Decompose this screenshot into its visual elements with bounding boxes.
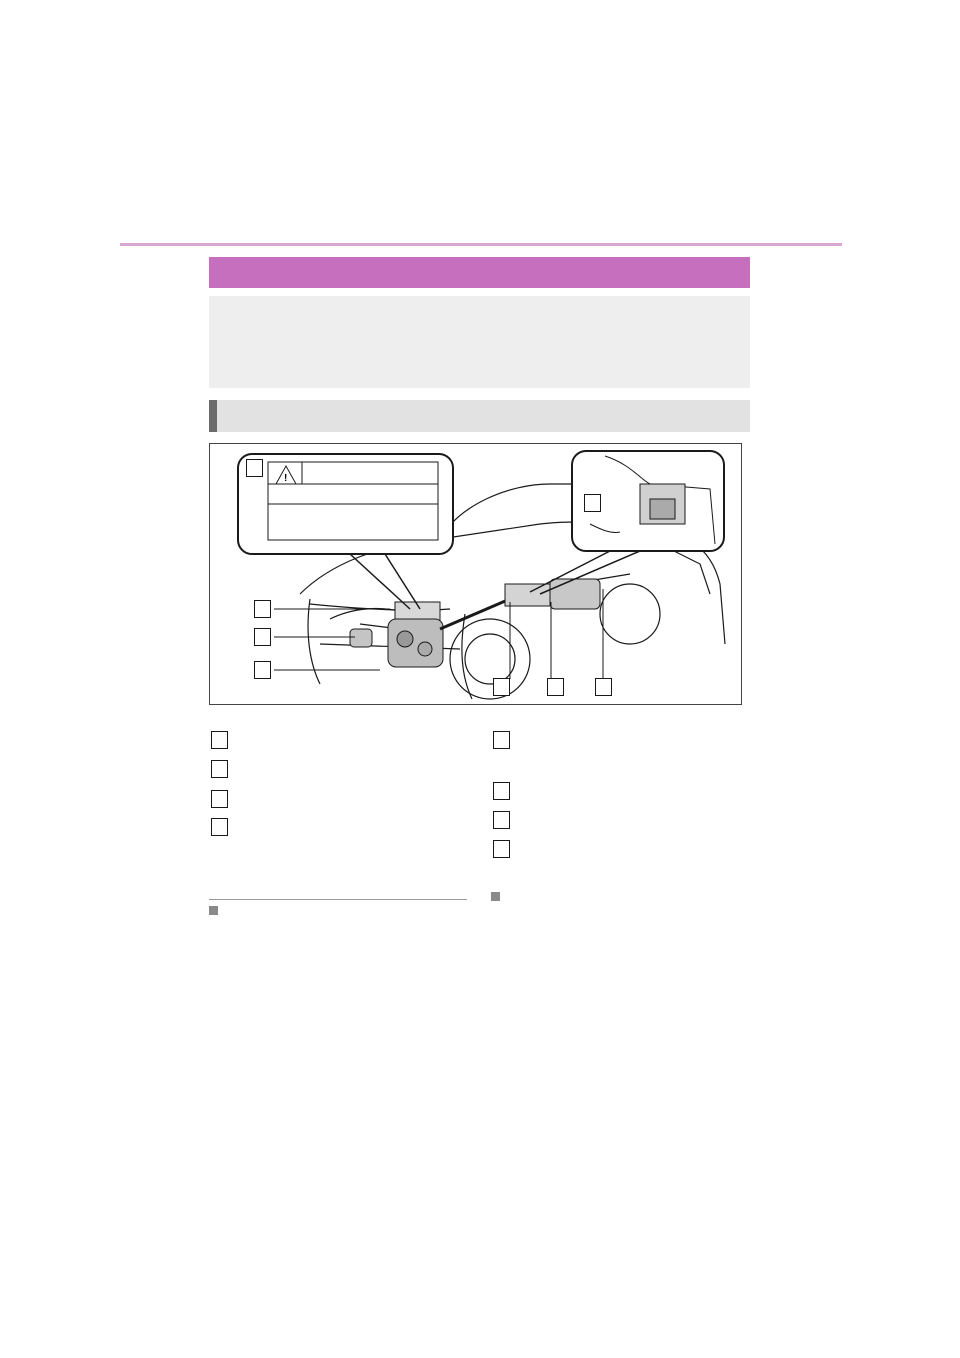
sub-heading-accent (209, 400, 217, 432)
svg-text:!: ! (284, 473, 288, 484)
intro-box (209, 296, 750, 388)
fuel-section (209, 904, 467, 919)
sub-heading-bar (209, 400, 750, 432)
callout-f (254, 661, 276, 683)
square-bullet-icon (491, 892, 500, 901)
callout-h (254, 600, 276, 622)
callout-e (493, 678, 515, 700)
legend-item-b (211, 760, 233, 782)
legend-item-f (493, 782, 515, 804)
power-unit (350, 579, 600, 667)
legend-item-h (493, 840, 515, 862)
main-heading-bar (209, 257, 750, 288)
left-divider (209, 899, 467, 900)
vehicle-illustration (210, 444, 741, 704)
square-bullet-icon (209, 906, 218, 915)
callout-g (254, 628, 276, 650)
legend-item-g (493, 811, 515, 833)
callout-a (246, 459, 268, 481)
callout-d (547, 678, 569, 700)
em-waves-section (491, 890, 751, 905)
fuel-section-title (209, 904, 467, 919)
legend-item-e (493, 731, 515, 753)
legend-item-a (211, 731, 233, 753)
header-divider (120, 243, 842, 246)
em-waves-section-title (491, 890, 751, 905)
system-components-figure (209, 443, 742, 705)
warning-label-callout (238, 454, 453, 609)
callout-c (595, 678, 617, 700)
legend-item-c (211, 789, 233, 811)
callout-b (584, 494, 606, 516)
legend-item-d (211, 818, 233, 840)
